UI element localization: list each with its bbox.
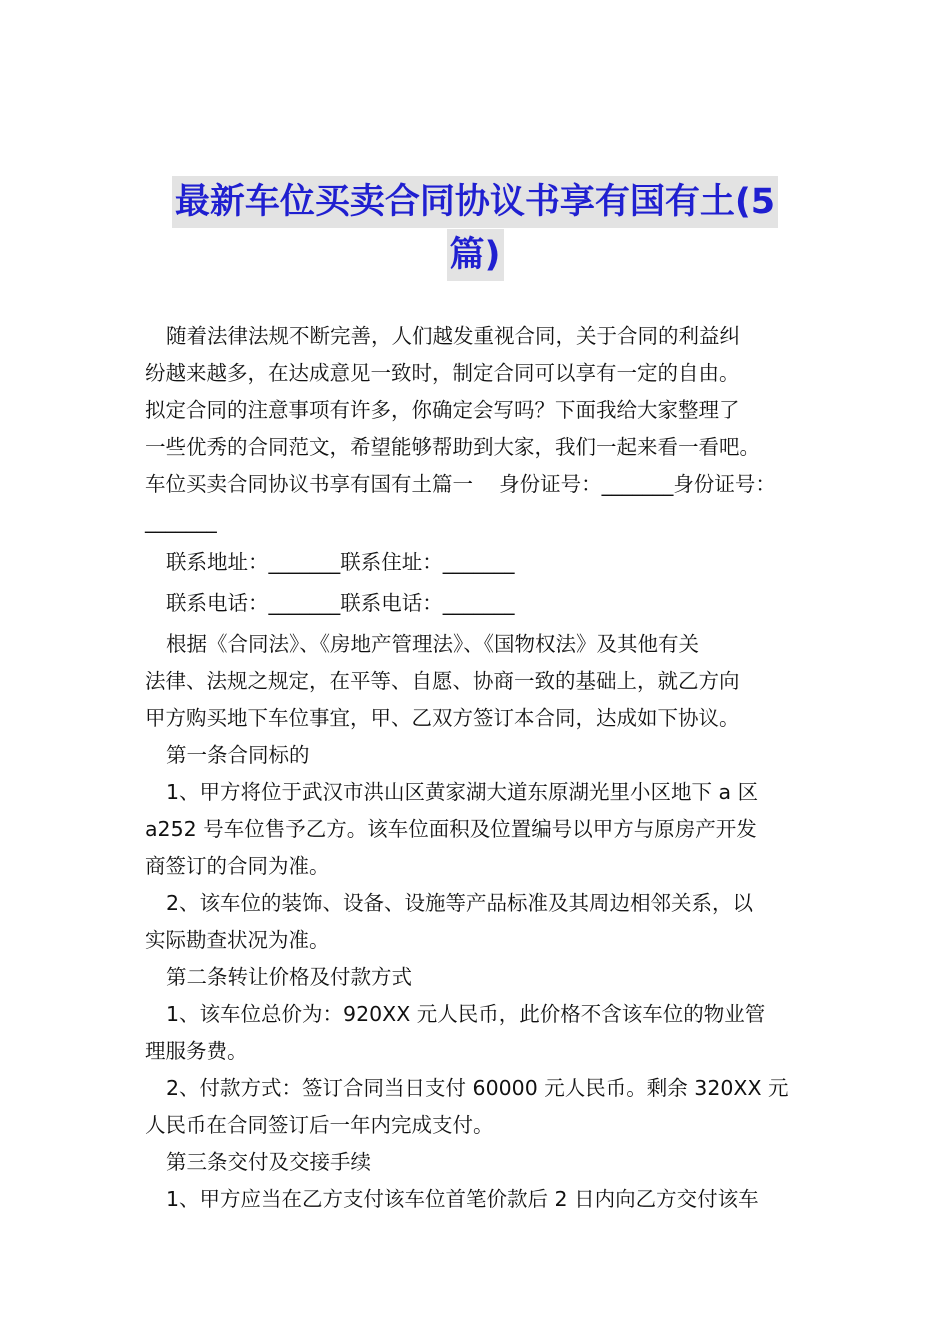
phone-label: 联系电话：	[166, 591, 269, 615]
section-heading-line	[145, 466, 815, 503]
residence-label: 联系住址：	[340, 550, 443, 574]
phone-blank: _______	[442, 591, 515, 615]
id-blank-line	[145, 503, 815, 540]
contact-address-line	[145, 544, 815, 581]
article-heading: 第一条合同标的	[166, 743, 310, 767]
article-item-line: 商签订的合同为准。	[145, 854, 330, 878]
id-blank: _______	[601, 472, 674, 496]
address-blank: _______	[268, 550, 341, 574]
address-label: 联系地址：	[166, 550, 269, 574]
id-blank: _______	[145, 509, 217, 533]
title-line-1: 最新车位买卖合同协议书享有国有土(5	[172, 176, 778, 228]
intro-line: 纷越来越多，在达成意见一致时，制定合同可以享有一定的自由。	[145, 361, 740, 385]
article-item-line: 1、甲方将位于武汉市洪山区黄家湖大道东原湖光里小区地下 a 区	[166, 780, 759, 804]
id-label: 身份证号：	[673, 472, 776, 496]
basis-line: 法律、法规之规定，在平等、自愿、协商一致的基础上，就乙方向	[145, 669, 740, 693]
article-item-line: a252 号车位售予乙方。该车位面积及位置编号以甲方与原房产开发	[145, 817, 757, 841]
article-item-line: 理服务费。	[145, 1039, 248, 1063]
intro-line: 一些优秀的合同范文，希望能够帮助到大家，我们一起来看一看吧。	[145, 435, 760, 459]
basis-line: 根据《合同法》、《房地产管理法》、《国物权法》及其他有关	[166, 632, 699, 656]
article-item-line: 2、该车位的装饰、设备、设施等产品标准及其周边相邻关系，以	[166, 891, 754, 915]
article-heading: 第三条交付及交接手续	[166, 1150, 371, 1174]
basis-line: 甲方购买地下车位事宜，甲、乙双方签订本合同，达成如下协议。	[145, 706, 740, 730]
article-item-line: 1、该车位总价为：920XX 元人民币，此价格不含该车位的物业管	[166, 1002, 766, 1026]
article-item-line: 实际勘查状况为准。	[145, 928, 330, 952]
document-title	[120, 176, 830, 282]
id-label: 身份证号：	[499, 472, 602, 496]
intro-line: 随着法律法规不断完善，人们越发重视合同，关于合同的利益纠	[166, 324, 740, 348]
title-line-2: 篇)	[447, 229, 504, 281]
phone-blank: _______	[268, 591, 341, 615]
document-body	[145, 318, 815, 1218]
phone-label: 联系电话：	[340, 591, 443, 615]
section-heading: 车位买卖合同协议书享有国有土篇一	[145, 472, 473, 496]
intro-line: 拟定合同的注意事项有许多，你确定会写吗？下面我给大家整理了	[145, 398, 740, 422]
article-heading: 第二条转让价格及付款方式	[166, 965, 412, 989]
article-item-line: 1、甲方应当在乙方支付该车位首笔价款后 2 日内向乙方交付该车	[166, 1187, 759, 1211]
contact-phone-line	[145, 585, 815, 622]
residence-blank: _______	[442, 550, 515, 574]
article-item-line: 2、付款方式：签订合同当日支付 60000 元人民币。剩余 320XX 元	[166, 1076, 789, 1100]
article-item-line: 人民币在合同签订后一年内完成支付。	[145, 1113, 494, 1137]
